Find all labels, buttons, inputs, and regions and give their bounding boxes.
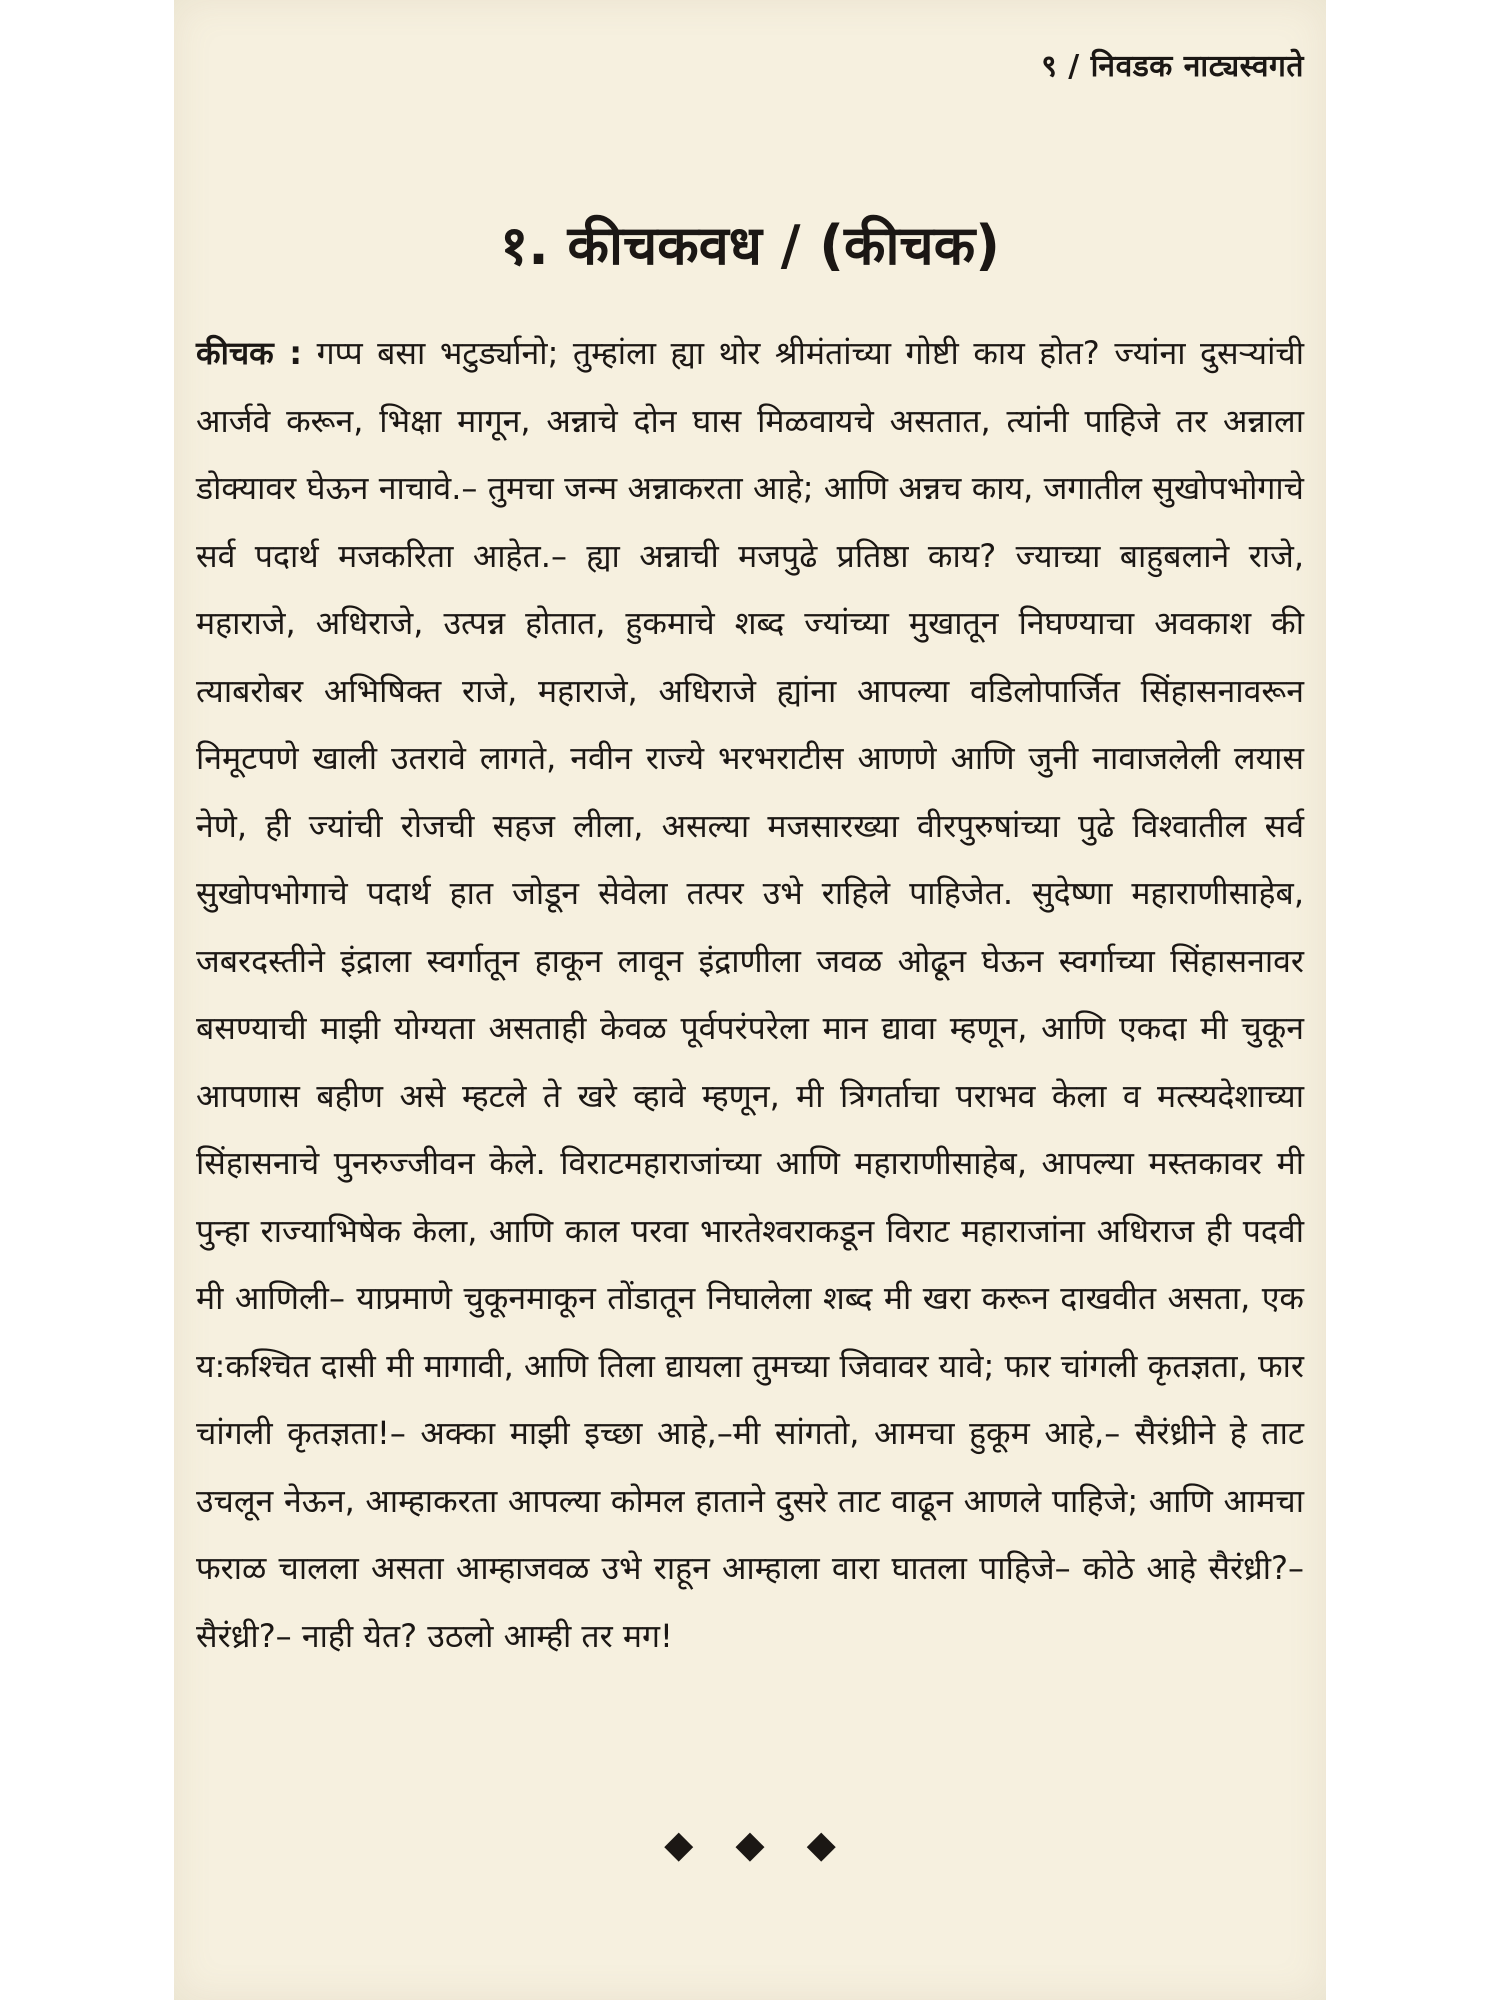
book-page xyxy=(174,0,1326,2000)
monologue-text: गप्प बसा भटुर्ड्यानो; तुम्हांला ह्या थोर श्रीमंतांच्या गोष्टी काय होत? ज्यांना दुसऱ्यांची आर्जवे करून, भिक्षा मागून, अन्नाचे दोन घास मिळवायचे असतात, त्यांनी पाहिजे तर अन्नाला डोक्यावर घेऊन नाचावे.– तुमचा जन्म अन्नाकरता आहे; आणि अन्नच काय, जगातील सुखोपभोगाचे सर्व पदार्थ मजकरिता आहेत.– ह्या अन्नाची मजपुढे प्रतिष्ठा काय? ज्याच्या बाहुबलाने राजे, महाराजे, अधिराजे, उत्पन्न होतात, हुकमाचे शब्द ज्यांच्या मुखातून निघण्याचा अवकाश की त्याबरोबर अभिषिक्त राजे, महाराजे, अधिराजे ह्यांना आपल्या वडिलोपार्जित सिंहासनावरून निमूटपणे खाली उतरावे लागते, नवीन राज्ये भरभराटीस आणणे आणि जुनी नावाजलेली लयास नेणे, ही ज्यांची रोजची सहज लीला, असल्या मजसारख्या वीरपुरुषांच्या पुढे विश्वातील सर्व सुखोपभोगाचे पदार्थ हात जोडून सेवेला तत्पर उभे राहिले पाहिजेत. सुदेष्णा महाराणीसाहेब, जबरदस्तीने इंद्राला स्वर्गातून हाकून लावून इंद्राणीला जवळ ओढून घेऊन स्वर्गाच्या सिंहासनावर बसण्याची माझी योग्यता असताही केवळ पूर्वपरंपरेला मान द्यावा म्हणून, आणि एकदा मी चुकून आपणास बहीण असे म्हटले ते खरे व्हावे म्हणून, मी त्रिगर्ताचा पराभव केला व मत्स्यदेशाच्या सिंहासनाचे पुनरुज्जीवन केले. विराटमहाराजांच्या आणि महाराणीसाहेब, आपल्या मस्तकावर मी पुन्हा राज्याभिषेक केला, आणि काल परवा भारतेश्वराकडून विराट महाराजांना अधिराज ही पदवी मी आणिली– याप्रमाणे चुकूनमाकून तोंडातून निघालेला शब्द मी खरा करून दाखवीत असता, एक य:कश्चित दासी मी मागावी, आणि तिला द्यायला तुमच्या जिवावर यावे; फार चांगली कृतज्ञता, फार चांगली कृतज्ञता!– अक्का माझी इच्छा आहे,–मी सांगतो, आमचा हुकूम आहे,– सैरंध्रीने हे ताट उचलून नेऊन, आम्हाकरता आपल्या कोमल हाताने दुसरे ताट वाढून आणले पाहिजे; आणि आमचा फराळ चालला असता आम्हाजवळ उभे राहून आम्हाला वारा घातला पाहिजे– कोठे आहे सैरंध्री?– सैरंध्री?– नाही येत? उठलो आम्ही तर मग! xyxy=(196,334,1304,1655)
monologue-paragraph xyxy=(196,320,1304,1670)
running-header: ९ / निवडक नाट्यस्वगते xyxy=(1041,49,1304,84)
section-end-ornament: ◆◆◆ xyxy=(664,1822,878,1866)
speaker-label: कीचक : xyxy=(196,334,303,372)
chapter-title: १. कीचकवध / (कीचक) xyxy=(500,214,1000,277)
